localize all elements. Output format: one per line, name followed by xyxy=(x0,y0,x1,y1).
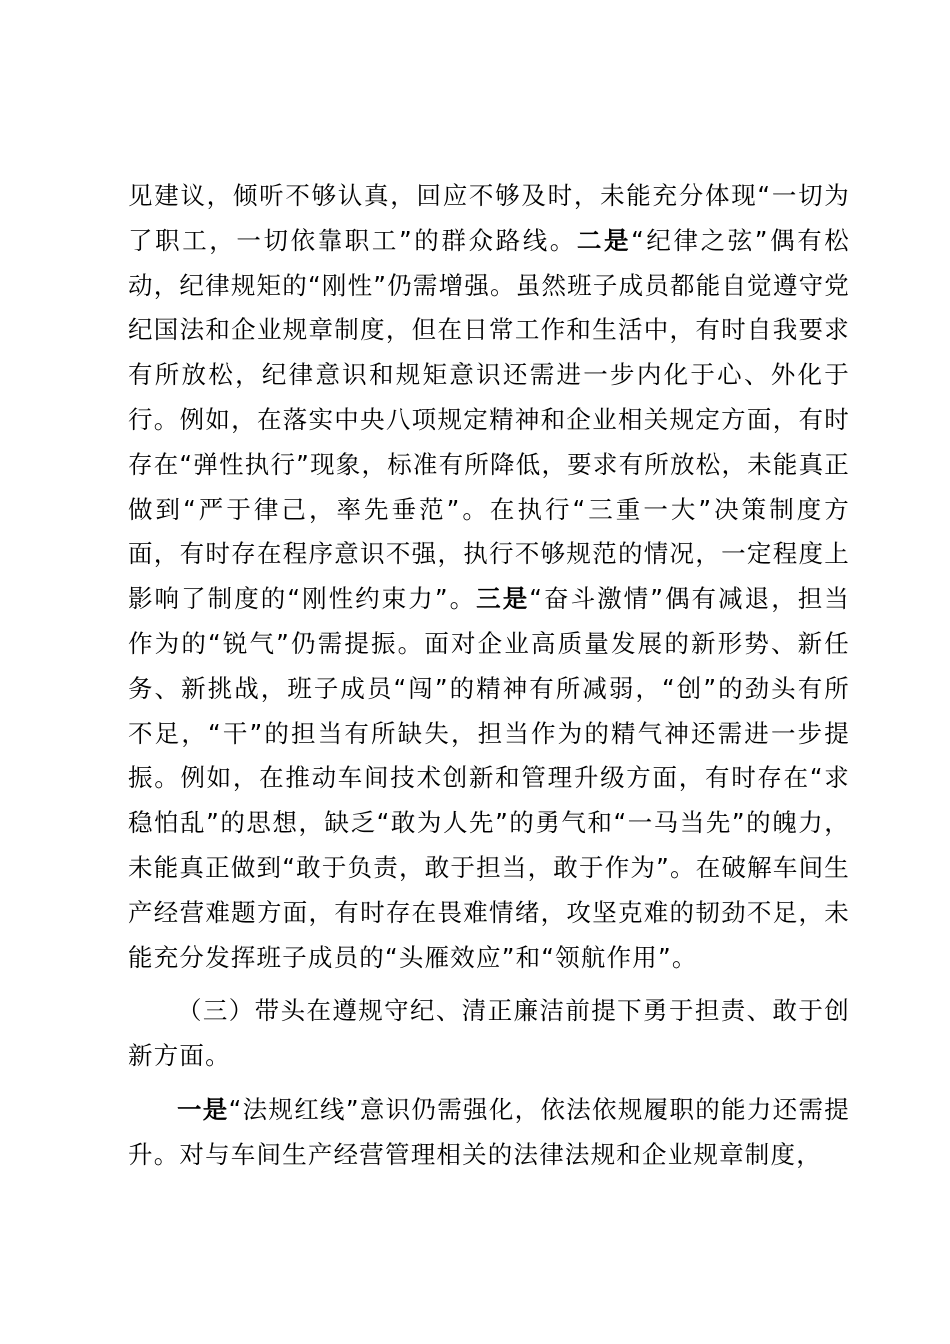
document-body xyxy=(128,174,850,1178)
paragraph-text: “法规红线”意识仍需强化，依法依规履职的能力还需提升。对与车间生产经营管理相关的法律法规和企业规章制度， xyxy=(128,1094,850,1169)
body-paragraph xyxy=(128,1088,850,1178)
paragraph-text: 见建议，倾听不够认真，回应不够及时，未能充分体现“一切为了职工，一切依靠职工”的群众路线。 xyxy=(128,181,850,255)
paragraph-text: “奋斗激情”偶有减退，担当作为的“锐气”仍需提振。面对企业高质量发展的新形势、新任务、新挑战，班子成员“闯”的精神有所减弱，“创”的劲头有所不足，“干”的担当有所缺失，担当作为的精气神还需进一步提振。例如，在推动车间技术创新和管理升级方面，有时存在“求稳怕乱”的思想，缺乏“敢为人先”的勇气和“一马当先”的魄力，未能真正做到“敢于负责，敢于担当，敢于作为”。在破解车间生产经营难题方面，有时存在畏难情绪，攻坚克难的韧劲不足，未能充分发挥班子成员的“头雁效应”和“领航作用”。 xyxy=(128,584,851,972)
body-paragraph xyxy=(128,174,850,980)
point-lead-one: 一是 xyxy=(177,1094,229,1124)
paragraph-text: “纪律之弦”偶有松动，纪律规矩的“刚性”仍需增强。虽然班子成员都能自觉遵守党纪国法和企业规章制度，但在日常工作和生活中，有时自我要求有所放松，纪律意识和规矩意识还需进一步内化于心、外化于行。例如，在落实中央八项规定精神和企业相关规定方面，有时存在“弹性执行”现象，标准有所降低，要求有所放松，未能真正做到“严于律己，率先垂范”。在执行“三重一大”决策制度方面，有时存在程序意识不强，执行不够规范的情况，一定程度上影响了制度的“刚性约束力”。 xyxy=(128,225,850,614)
point-lead-two: 二是 xyxy=(576,225,632,255)
point-lead-three: 三是 xyxy=(476,584,530,614)
section-heading: （三）带头在遵规守纪、清正廉洁前提下勇于担责、敢于创新方面。 xyxy=(128,996,850,1071)
